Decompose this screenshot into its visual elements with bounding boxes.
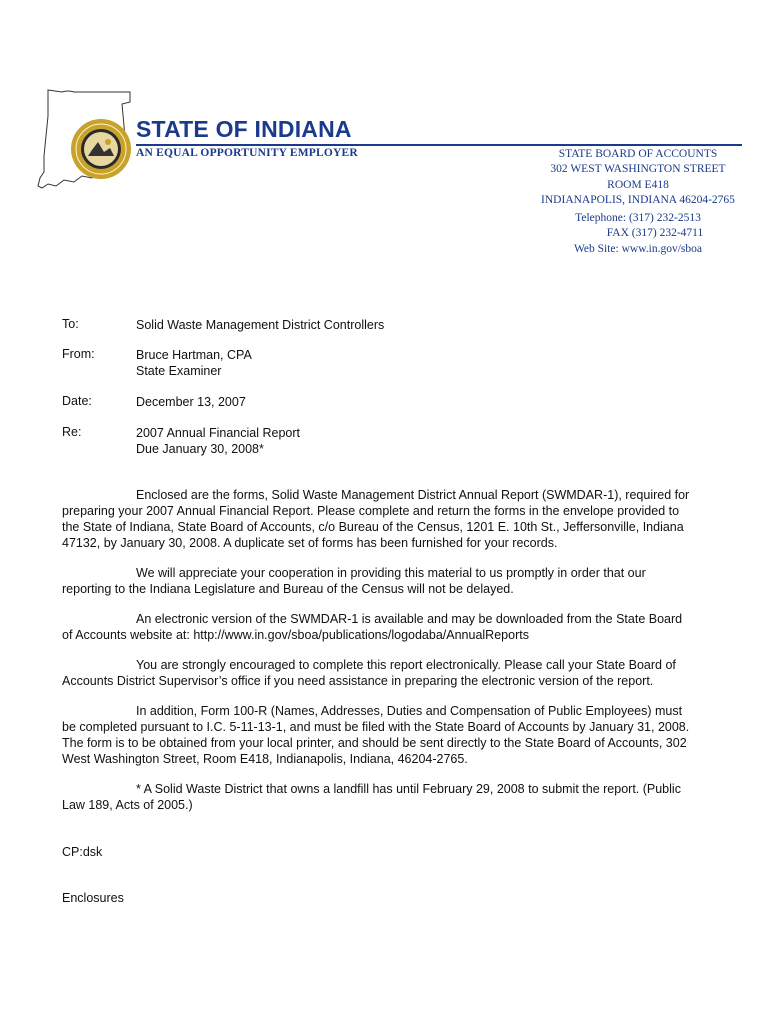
re-label: Re: <box>62 425 82 439</box>
paragraph-forms <box>62 487 692 551</box>
initials: CP:dsk <box>62 845 103 859</box>
paragraph-text: Enclosed are the forms, Solid Waste Management District Annual Report (SWMDAR-1), required for preparing your 2007 Annual Financial Report. Please complete and return the forms in the envelope provided to the State of Indiana, State Board of Accounts, c/o Bureau of the Census, 1201 E. 10th St., Jeffersonville, Indiana 47132, by January 30, 2008. A duplicate set of forms has been furnished for your records. <box>62 488 690 550</box>
re-line-2: Due January 30, 2008* <box>136 442 264 456</box>
paragraph-text: You are strongly encouraged to complete this report electronically. Please call your State Board of Accounts District Supervisor’s office if you need assistance in preparing the electronic version of the report. <box>62 658 676 688</box>
paragraph-text: We will appreciate your cooperation in providing this material to us promptly in order that our reporting to the Indiana Legislature and Bureau of the Census will not be delayed. <box>62 566 646 596</box>
address-line: INDIANAPOLIS, INDIANA 46204-2765 <box>541 193 735 206</box>
address-line: 302 WEST WASHINGTON STREET <box>550 163 726 176</box>
paragraph-form-100r <box>62 703 692 767</box>
address-line: STATE BOARD OF ACCOUNTS <box>558 148 718 160</box>
address-line: ROOM E418 <box>607 178 669 191</box>
date-value: December 13, 2007 <box>136 395 246 409</box>
letterhead-subtitle: AN EQUAL OPPORTUNITY EMPLOYER <box>136 147 358 159</box>
fax: FAX (317) 232-4711 <box>606 227 704 240</box>
from-name: Bruce Hartman, CPA <box>136 348 252 362</box>
paragraph-text: * A Solid Waste District that owns a landfill has until February 29, 2008 to submit the report. (Public Law 189, Acts of 2005.) <box>62 782 681 812</box>
enclosures: Enclosures <box>62 891 124 905</box>
letterhead-title: STATE OF INDIANA <box>136 116 352 142</box>
paragraph-electronic-version <box>62 611 692 643</box>
paragraph-landfill-note <box>62 781 692 813</box>
agency-address <box>500 147 770 208</box>
paragraph-cooperation <box>62 565 692 597</box>
paragraph-text: In addition, Form 100-R (Names, Addresses, Duties and Compensation of Public Employees) must be completed pursuant to I.C. 5-11-13-1, and must be filed with the State Board of Accounts by January 31, 2008. The form is to be obtained from your local printer, and should be sent directly to the State Board of Accounts, 302 West Washington Street, Room E418, Indianapolis, Indiana, 46204-2765. <box>62 704 690 766</box>
website: Web Site: www.in.gov/sboa <box>573 242 702 255</box>
agency-contact <box>500 211 770 257</box>
from-title: State Examiner <box>136 364 222 378</box>
to-value: Solid Waste Management District Controllers <box>136 318 385 332</box>
re-line-1: 2007 Annual Financial Report <box>136 426 301 440</box>
telephone: Telephone: (317) 232-2513 <box>575 212 701 224</box>
paragraph-encouragement <box>62 657 692 689</box>
letterhead-divider <box>136 144 742 146</box>
state-seal-icon <box>70 118 132 180</box>
from-label: From: <box>62 347 95 361</box>
date-label: Date: <box>62 394 92 408</box>
paragraph-text: An electronic version of the SWMDAR-1 is available and may be downloaded from the State Board of Accounts website at: http://www.in.gov/sboa/publications/logodaba/AnnualReports <box>62 612 683 642</box>
to-label: To: <box>62 317 79 331</box>
